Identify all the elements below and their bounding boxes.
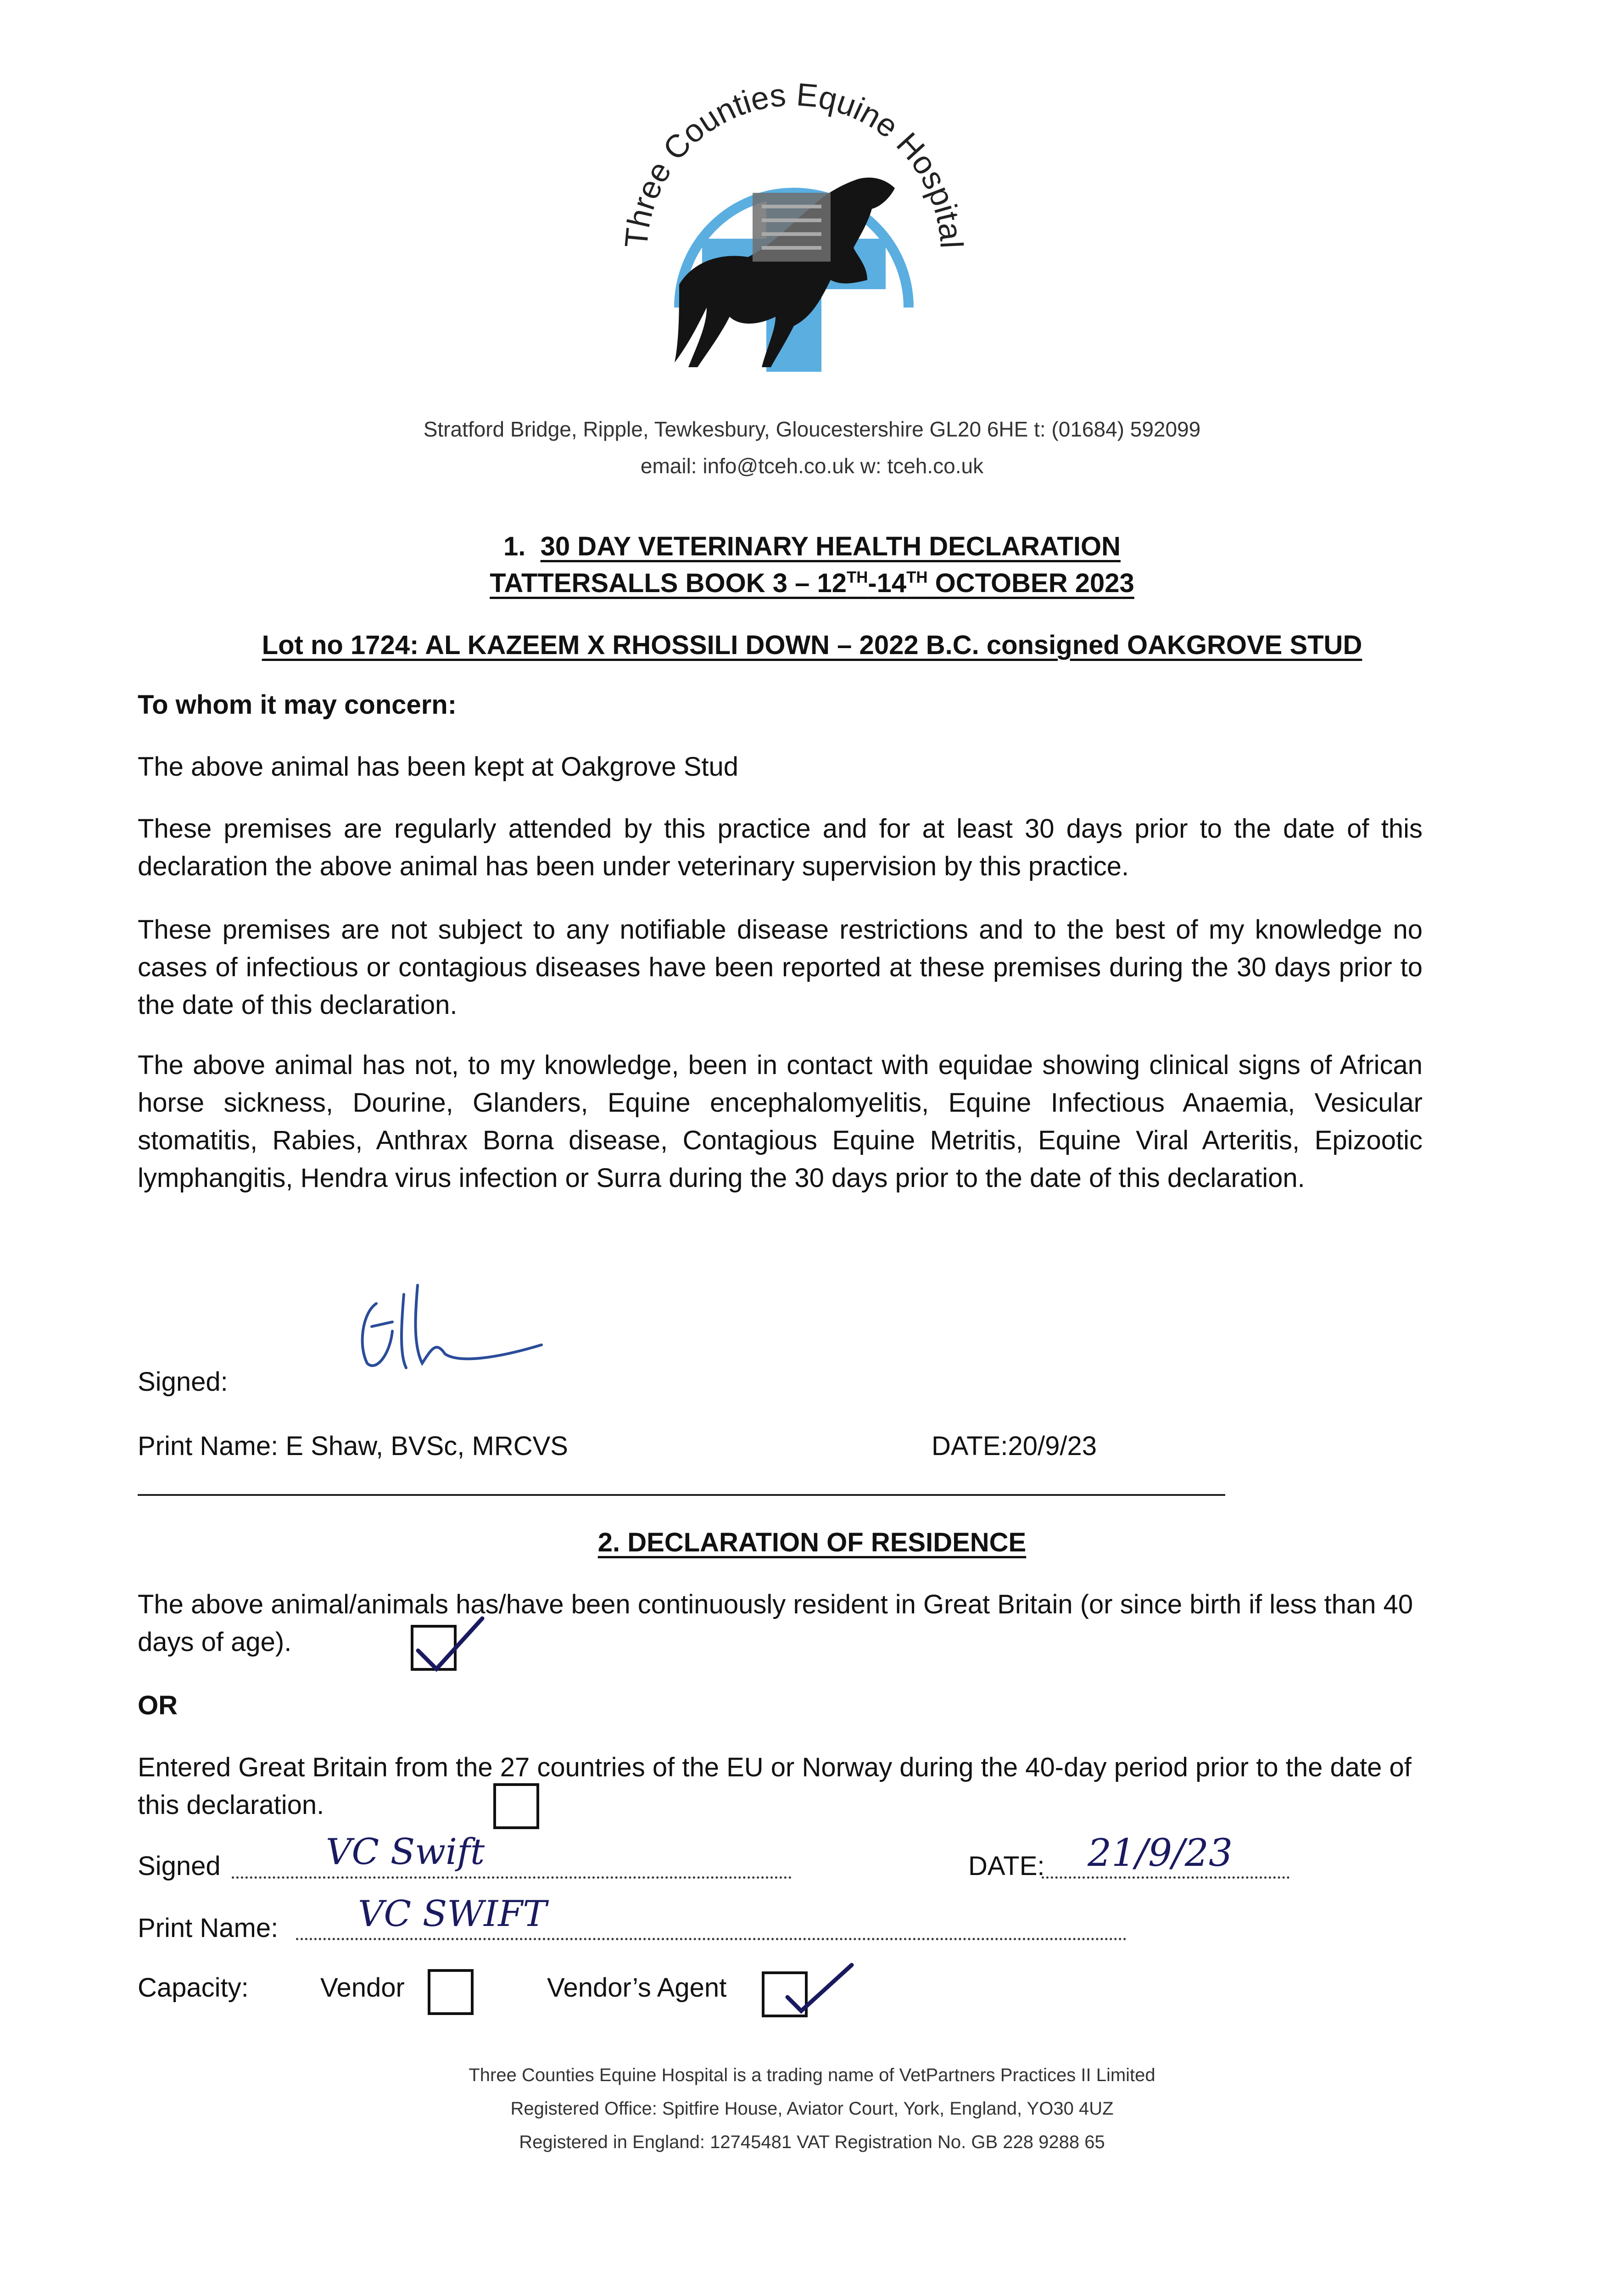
residence-option-1-checkbox[interactable] <box>411 1625 457 1671</box>
header-address: Stratford Bridge, Ripple, Tewkesbury, Gloucestershire GL20 6HE t: (01684) 592099 <box>423 417 1201 441</box>
print-name-label-2: Print Name: <box>138 1913 279 1943</box>
footer-line-1: Three Counties Equine Hospital is a trading name of VetPartners Practices II Limited <box>469 2065 1155 2085</box>
section2-title: 2. DECLARATION OF RESIDENCE <box>597 1528 1027 1557</box>
section1-title-text: 30 DAY VETERINARY HEALTH DECLARATION <box>540 532 1121 561</box>
signed-dotted-line <box>232 1876 792 1879</box>
date-1: DATE:20/9/23 <box>932 1431 1097 1461</box>
print-name-dotted-line <box>296 1938 1127 1940</box>
footer-line-3: Registered in England: 12745481 VAT Registration No. GB 228 9288 65 <box>519 2132 1105 2152</box>
residence-option-2-checkbox[interactable] <box>493 1783 539 1829</box>
hospital-logo <box>610 69 977 381</box>
paragraph-kept-at: The above animal has been kept at Oakgrove Stud <box>138 752 739 782</box>
signed-label-1: Signed: <box>138 1367 228 1397</box>
footer-line-2: Registered Office: Spitfire House, Aviator Court, York, England, YO30 4UZ <box>510 2099 1114 2119</box>
vendor-label: Vendor <box>320 1973 405 2003</box>
paragraph-premises-attended: These premises are regularly attended by this practice and for at least 30 days prior to the date of this declaration the above animal has been under veterinary supervision by this practice. <box>138 814 1423 881</box>
date-handwritten: 21/9/23 <box>1088 1831 1233 1875</box>
header-contact: email: info@tceh.co.uk w: tceh.co.uk <box>640 454 984 478</box>
date-dotted-line <box>1042 1876 1289 1879</box>
vendor-agent-checkbox[interactable] <box>762 1971 808 2017</box>
vendor-checkbox[interactable] <box>428 1969 474 2015</box>
print-name-handwritten: VC SWIFT <box>358 1893 547 1935</box>
divider <box>138 1494 1225 1496</box>
lot-line: Lot no 1724: AL KAZEEM X RHOSSILI DOWN – 2022 B.C. consigned OAKGROVE STUD <box>262 630 1362 660</box>
date-label-2: DATE: <box>968 1851 1045 1881</box>
print-name-1: Print Name: E Shaw, BVSc, MRCVS <box>138 1431 568 1461</box>
vendor-agent-label: Vendor’s Agent <box>547 1973 727 2003</box>
logo-text: Three Counties Equine Hospital <box>618 76 970 250</box>
or-label: OR <box>138 1690 178 1720</box>
signature-1 <box>349 1276 551 1382</box>
signed-label-2: Signed <box>138 1851 221 1881</box>
paragraph-no-contact: The above animal has not, to my knowledge, been in contact with equidae showing clinical signs of African horse sickness, Dourine, Glanders, Equine encephalomyelitis, Equine Infectious Anaemia, Vesicular stomatitis, Rabies, Anthrax Borna disease, Contagious Equine Metritis, Equine Viral Arteritis, Epizootic lymphangitis, Hendra virus infection or Surra during the 30 days prior to the date of this declaration. <box>138 1050 1423 1193</box>
signed-handwritten: VC Swift <box>326 1831 485 1873</box>
capacity-label: Capacity: <box>138 1973 249 2003</box>
paragraph-no-restrictions: These premises are not subject to any notifiable disease restrictions and to the best of my knowledge no cases of infectious or contagious diseases have been reported at these premises during the 30 days prior to the date of this declaration. <box>138 915 1423 1020</box>
section1-subtitle: TATTERSALLS BOOK 3 – 12TH-14TH OCTOBER 2023 <box>490 568 1134 598</box>
section1-number: 1. <box>503 532 526 561</box>
residence-option-1: The above animal/animals has/have been continuously resident in Great Britain (or since birth if less than 40 days of age). <box>138 1590 1413 1657</box>
salutation: To whom it may concern: <box>138 690 457 720</box>
section1-title <box>0 528 1624 565</box>
residence-option-2: Entered Great Britain from the 27 countries of the EU or Norway during the 40-day period prior to the date of this declaration. <box>138 1752 1412 1820</box>
